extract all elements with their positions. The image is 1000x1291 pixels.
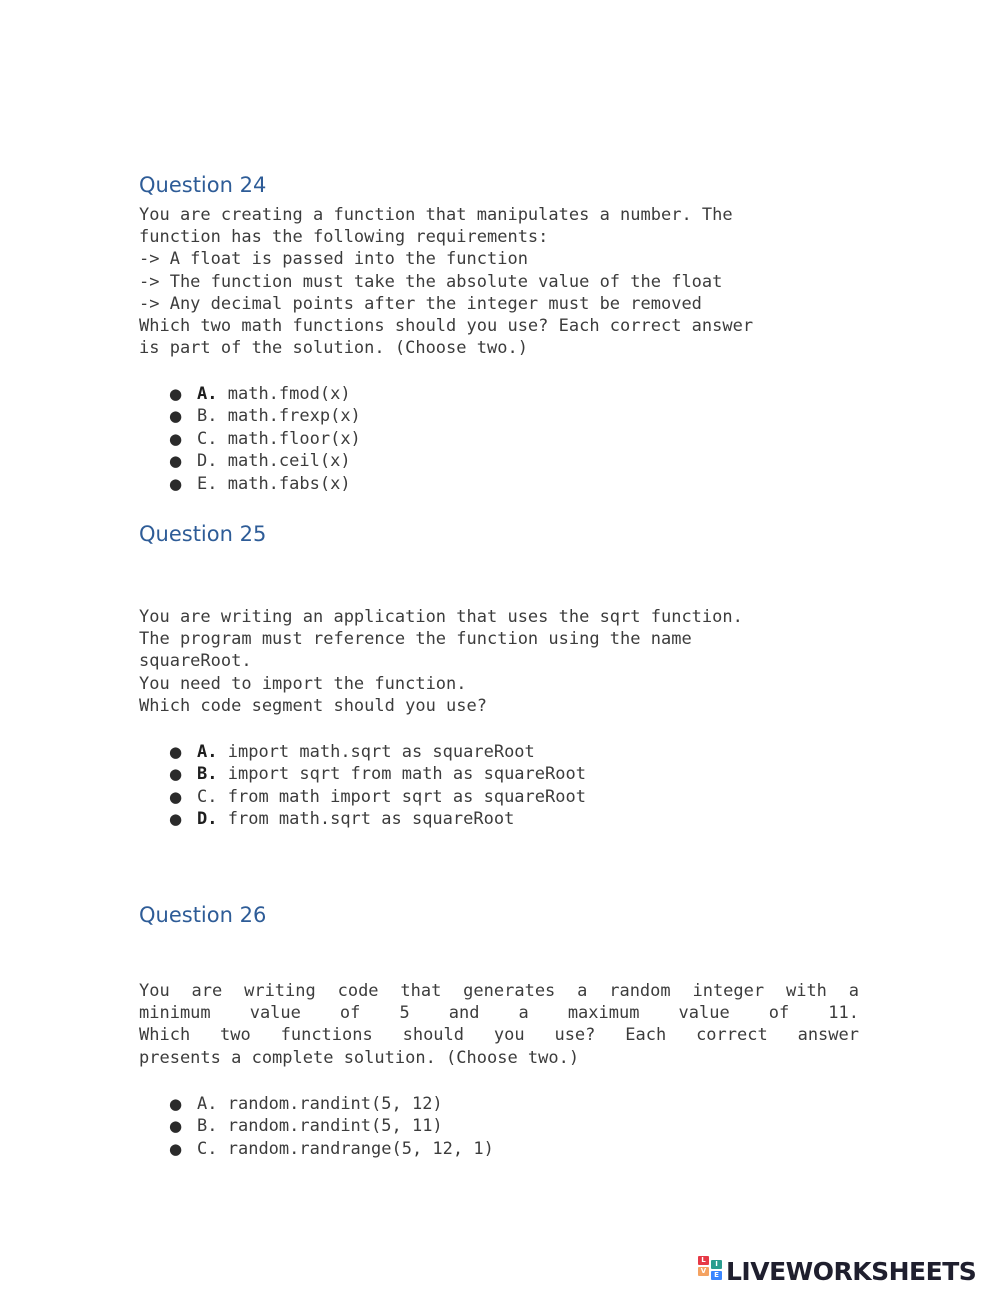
question-text-line: Which code segment should you use?	[139, 695, 487, 716]
question-25-title: Question 25	[139, 522, 267, 546]
bullet-icon: ●	[169, 1117, 183, 1136]
bullet-icon: ●	[169, 452, 183, 471]
answer-option-d[interactable]	[139, 450, 361, 472]
question-24-text	[139, 204, 859, 359]
logo-mark-letter: L	[698, 1256, 709, 1265]
bullet-icon: ●	[169, 765, 183, 784]
question-26-options	[139, 1093, 494, 1160]
option-letter: B.	[197, 1116, 218, 1137]
option-letter: B.	[197, 406, 218, 427]
question-text-line: is part of the solution. (Choose two.)	[139, 338, 528, 359]
question-24-options	[139, 383, 361, 495]
answer-option-d[interactable]	[139, 808, 586, 830]
bullet-icon: ●	[169, 385, 183, 403]
option-text: math.fabs(x)	[227, 473, 351, 494]
bullet-icon: ●	[169, 810, 183, 829]
answer-option-c[interactable]	[139, 1138, 494, 1160]
answer-option-b[interactable]	[139, 1115, 494, 1137]
logo-mark-letter: V	[698, 1267, 709, 1276]
bullet-icon: ●	[169, 743, 183, 761]
bullet-icon: ●	[169, 787, 183, 806]
question-text-line: -> The function must take the absolute value of the float	[139, 271, 723, 292]
question-text-line: presents a complete solution. (Choose two.)	[139, 1047, 580, 1068]
option-text: random.randrange(5, 12, 1)	[227, 1138, 494, 1159]
question-25-text	[139, 606, 859, 717]
question-text-line: You are creating a function that manipulates a number. The	[139, 205, 733, 225]
option-letter: A.	[197, 384, 218, 404]
answer-option-c[interactable]	[139, 786, 586, 808]
option-text: import math.sqrt as squareRoot	[227, 742, 535, 762]
option-letter: C.	[197, 1138, 218, 1159]
logo-text: LIVEWORKSHEETS	[726, 1256, 977, 1286]
logo-mark-letter: E	[711, 1271, 722, 1280]
answer-option-c[interactable]	[139, 428, 361, 450]
option-text: math.frexp(x)	[227, 406, 361, 427]
answer-option-a[interactable]	[139, 383, 361, 405]
option-letter: C.	[197, 786, 218, 807]
question-text-line: function has the following requirements:	[139, 227, 549, 248]
liveworksheets-logo	[698, 1255, 976, 1287]
option-text: random.randint(5, 11)	[227, 1116, 443, 1137]
question-text-line: -> Any decimal points after the integer must be removed	[139, 293, 702, 314]
answer-option-a[interactable]	[139, 1093, 494, 1115]
option-letter: A.	[197, 1094, 218, 1114]
option-text: math.fmod(x)	[227, 384, 351, 404]
question-text-line: You need to import the function.	[139, 673, 467, 694]
option-text: from math.sqrt as squareRoot	[227, 809, 515, 830]
question-text-line: -> A float is passed into the function	[139, 249, 528, 270]
question-text-line: You are writing an application that uses the sqrt function.	[139, 607, 743, 627]
question-text-line: Which two math functions should you use? Each correct answer	[139, 316, 754, 337]
bullet-icon: ●	[169, 429, 183, 448]
question-24-title: Question 24	[139, 173, 267, 197]
question-text-line: squareRoot.	[139, 651, 252, 672]
question-25-options	[139, 741, 586, 831]
answer-option-b[interactable]	[139, 405, 361, 427]
answer-option-a[interactable]	[139, 741, 586, 763]
answer-option-e[interactable]	[139, 473, 361, 495]
bullet-icon: ●	[169, 474, 183, 493]
answer-option-b[interactable]	[139, 763, 586, 785]
question-26-text	[139, 980, 859, 1069]
option-letter: A.	[197, 742, 218, 762]
option-text: random.randint(5, 12)	[227, 1094, 443, 1114]
option-text: import sqrt from math as squareRoot	[227, 764, 586, 785]
question-text-line: minimum value of 5 and a maximum value of 11.	[139, 1003, 859, 1024]
option-letter: D.	[197, 809, 218, 830]
option-letter: D.	[197, 451, 218, 472]
bullet-icon: ●	[169, 1139, 183, 1158]
logo-mark-letter: I	[711, 1260, 722, 1269]
question-26-title: Question 26	[139, 903, 267, 927]
question-text-line: The program must reference the function using the name	[139, 629, 692, 650]
logo-mark-icon	[698, 1256, 724, 1286]
option-letter: E.	[197, 473, 218, 494]
bullet-icon: ●	[169, 1095, 183, 1113]
question-text-line: Which two functions should you use? Each correct answer	[139, 1025, 859, 1046]
option-letter: C.	[197, 428, 218, 449]
question-text-line: You are writing code that generates a random integer with a	[139, 981, 859, 1001]
bullet-icon: ●	[169, 407, 183, 426]
option-text: math.ceil(x)	[227, 451, 351, 472]
option-text: from math import sqrt as squareRoot	[227, 786, 586, 807]
option-text: math.floor(x)	[227, 428, 361, 449]
option-letter: B.	[197, 764, 218, 785]
